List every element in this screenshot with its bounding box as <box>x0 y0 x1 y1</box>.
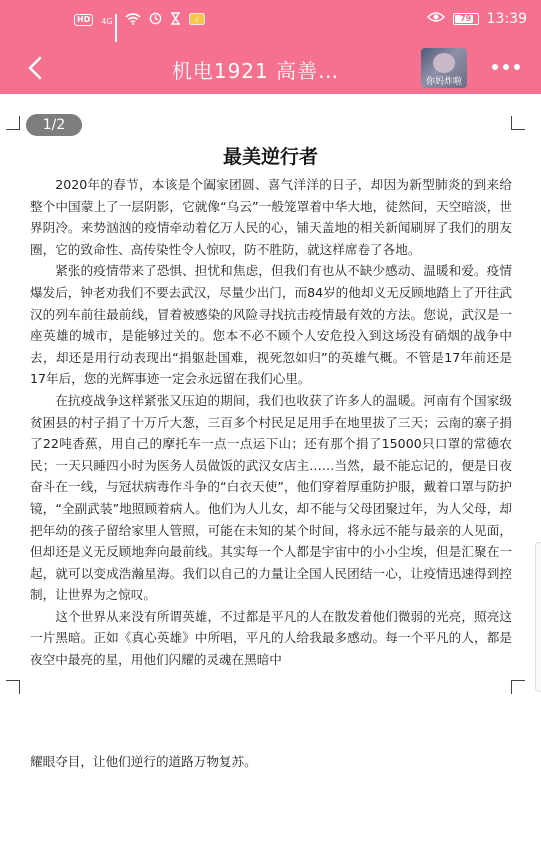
document-title: 最美逆行者 <box>222 146 318 168</box>
paragraph: 紧张的疫情带来了恐惧、担忧和焦虑，但我们有也从不缺少感动、温暖和爱。疫情爆发后，钟老劝我们不要去武汉，尽量少出门，而84岁的他却义无反顾地踏上了开往武汉的列车前往最前线，冒着被感染的风险寻找抗击疫情最有效的方法。您说，武汉是一座英雄的城市，是能够过关的。您本不必不顾个人安危投入到这场没有硝烟的战争中去，却还是用行动表现出“捐躯赴国难，视死忽如归”的英雄气概。不管是17年前还是17年后，您的光辉事迹一定会永远留在我们心里。 <box>30 263 512 387</box>
svg-text:✓: ✓ <box>193 15 200 24</box>
avatar-image <box>433 53 455 73</box>
notification-icon <box>189 13 205 28</box>
status-bar <box>0 0 541 42</box>
document-viewer[interactable] <box>0 94 541 850</box>
status-left-icons <box>74 12 205 28</box>
network-type-label: 4G <box>101 17 113 26</box>
crop-mark-bottom-left <box>6 680 20 694</box>
hd-icon: HD <box>74 14 93 26</box>
avatar[interactable] <box>421 48 467 88</box>
hourglass-icon <box>170 12 181 28</box>
wifi-icon <box>125 13 141 28</box>
document-body <box>30 174 512 671</box>
crop-mark-top-left <box>6 116 20 130</box>
chat-title: 机电1921 高善… <box>171 59 340 83</box>
crop-mark-bottom-right <box>511 680 525 694</box>
nav-bar <box>0 42 541 94</box>
paragraph: 2020年的春节，本该是个阖家团圆、喜气洋洋的日子，却因为新型肺炎的到来给整个中国蒙上了一层阴影，它就像“乌云”一般笼罩着中华大地，徒然间，天空暗淡，世界阴冷。来势汹汹的疫情牵动着亿万人民的心，铺天盖地的相关新闻刷屏了我们的朋友圈，它的致命性、高传染性令人惊叹，防不胜防，就这样席卷了各地。 <box>30 177 512 257</box>
clock-time: 13:39 <box>486 11 527 27</box>
avatar-caption: 你妈炸啦 <box>425 77 462 87</box>
next-page-continuation: 耀眼夺目，让他们逆行的道路万物复苏。 <box>30 754 257 769</box>
more-icon[interactable] <box>492 64 520 70</box>
paragraph: 这个世界从来没有所谓英雄，不过都是平凡的人在散发着他们微弱的光亮，照亮这一片黑暗。正如《真心英雄》中所唱，平凡的人给我最多感动。每一个平凡的人，都是夜空中最亮的星，用他们闪耀的灵魂在黑暗中 <box>30 608 512 668</box>
crop-mark-top-right <box>511 116 525 130</box>
eye-icon <box>427 11 445 27</box>
paragraph: 在抗疫战争这样紧张又压迫的期间，我们也收获了许多人的温暖。河南有个国家级贫困县的村子捐了十万斤大葱，三百多个村民足足用手在地里拔了三天；云南的寨子捐了22吨香蕉，用自己的摩托车一点一点运下山；还有那个捐了15000只口罩的常德农民；一天只睡四小时为医务人员做饭的武汉女店主……当然，最不能忘记的，便是日夜奋斗在一线，与冠状病毒作斗争的“白衣天使”，他们穿着厚重防护服，戴着口罩与防护镜，“全副武装”地照顾着病人。他们为人儿女，却不能与父母团聚过年，为人父母，却把年幼的孩子留给家里人管照，可能在未知的某个时间，将永远不能与最亲的人见面，但却还是义无反顾地奔向最前线。其实每一个人都是宇宙中的小小尘埃，但是汇聚在一起，就可以变成浩瀚星海。我们以自己的力量让全国人民团结一心，让疫情迅速得到控制，让世界为之惊叹。 <box>30 392 512 603</box>
sync-icon <box>149 12 162 28</box>
battery-level: 79 <box>460 14 472 23</box>
status-right-icons <box>427 11 527 27</box>
signal-icon <box>101 14 116 26</box>
scrollbar-handle[interactable] <box>535 542 541 692</box>
page-indicator: 1/2 <box>26 114 82 136</box>
battery-icon <box>453 13 479 25</box>
